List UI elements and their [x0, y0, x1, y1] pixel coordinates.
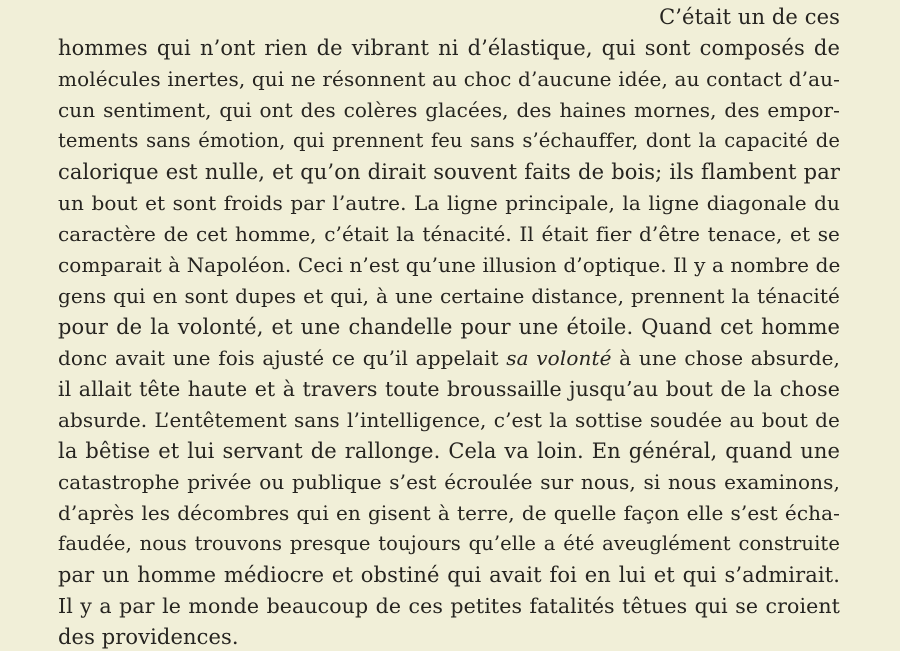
text-line-3: molécules inertes, qui ne résonnent au choc d’aucune idée, au contact d’au- [58, 67, 840, 91]
text-line-16: catastrophe privée ou publique s’est écroulée sur nous, si nous examinons, [58, 470, 840, 494]
text-line-2: hommes qui n’ont rien de vibrant ni d’élastique, qui sont composés de [58, 36, 840, 60]
text-line-20: Il y a par le monde beaucoup de ces petites fatalités têtues qui se croient [58, 594, 840, 618]
text-line-8: caractère de cet homme, c’était la ténacité. Il était fier d’être tenace, et se [58, 222, 840, 246]
text-line-13: il allait tête haute et à travers toute broussaille jusqu’au bout de la chose [58, 377, 840, 401]
text-line-6: calorique est nulle, et qu’on dirait souvent faits de bois; ils flambent par [58, 160, 840, 184]
text-line-12 [58, 343, 840, 373]
text-line-18: faudée, nous trouvons presque toujours qu’elle a été aveuglément construite [58, 532, 840, 555]
italic-phrase: sa volonté [506, 346, 612, 370]
text-line-17: d’après les décombres qui en gisent à terre, de quelle façon elle s’est écha- [58, 501, 840, 525]
text-line-14: absurde. L’entêtement sans l’intelligence, c’est la sottise soudée au bout de [58, 408, 840, 432]
text-line-11: pour de la volonté, et une chandelle pour une étoile. Quand cet homme [58, 315, 840, 339]
text-line-21: des providences. [58, 625, 239, 649]
text-line-10: gens qui en sont dupes et qui, à une certaine distance, prennent la ténacité [58, 284, 840, 308]
text-line-12-end: à une chose absurde, [611, 346, 841, 370]
text-line-9: comparait à Napoléon. Ceci n’est qu’une illusion d’optique. Il y a nombre de [58, 253, 841, 277]
text-line-1: C’était un de ces [659, 5, 840, 29]
text-line-7: un bout et sont froids par l’autre. La ligne principale, la ligne diagonale du [58, 191, 840, 215]
text-line-19: par un homme médiocre et obstiné qui avait foi en lui et qui s’admirait. [58, 563, 840, 587]
text-line-15: la bêtise et lui servant de rallonge. Cela va loin. En général, quand une [58, 439, 840, 463]
text-line-12-start: donc avait une fois ajusté ce qu’il appelait [58, 346, 507, 370]
text-line-4: cun sentiment, qui ont des colères glacées, des haines mornes, des empor- [58, 98, 840, 122]
text-line-5: tements sans émotion, qui prennent feu sans s’échauffer, dont la capacité de [58, 129, 840, 152]
